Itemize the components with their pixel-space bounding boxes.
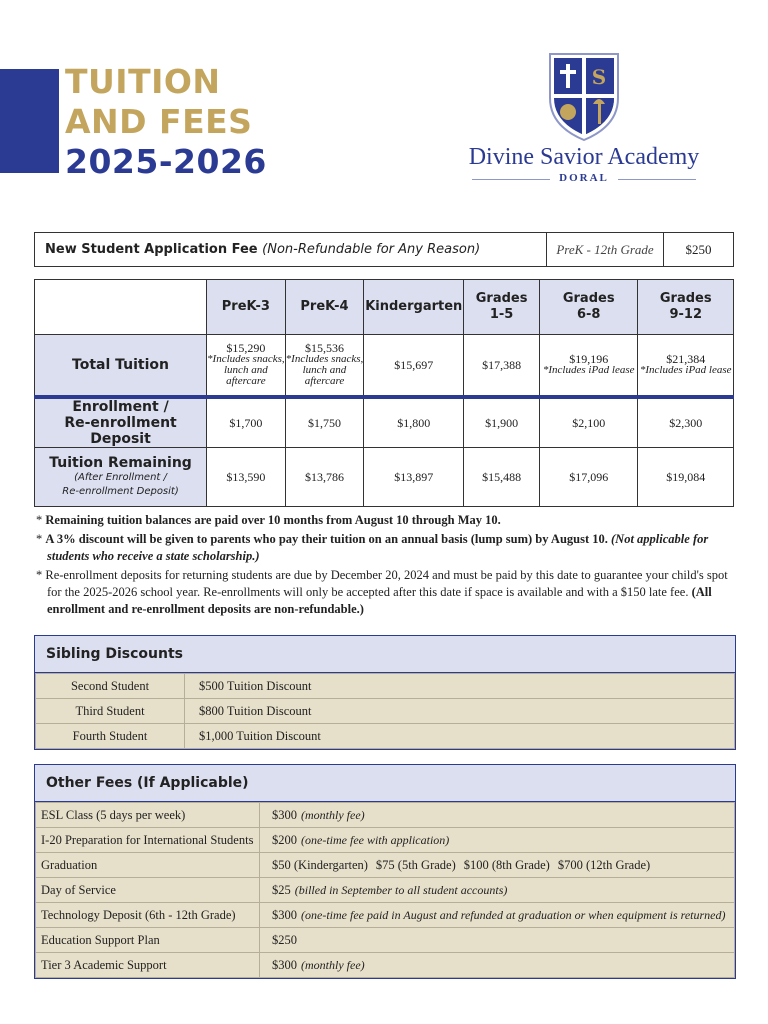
table-row <box>36 803 735 828</box>
divider-right <box>618 179 696 180</box>
tuition-cell: $21,384 *Includes iPad lease <box>638 335 734 397</box>
fee-value: $50 (Kindergarten) $75 (5th Grade) $100 (8th Grade) $700 (12th Grade) <box>260 853 735 878</box>
sibling-label: Fourth Student <box>36 724 185 749</box>
note-discount: * A 3% discount will be given to parents who pay their tuition on an annual basis (lump sum) by August 10. (Not applicable for students who receive a state scholarship.) <box>36 532 709 563</box>
remaining-cell: $19,084 <box>638 447 734 506</box>
col-prek3: PreK-3 <box>207 280 286 335</box>
table-row <box>36 903 735 928</box>
deposit-cell: $1,700 <box>207 397 286 448</box>
tuition-cell: $15,536 *Includes snacks, lunch and aftercare <box>285 335 364 397</box>
fee-label: I-20 Preparation for International Students <box>36 828 260 853</box>
sibling-value: $1,000 Tuition Discount <box>185 724 735 749</box>
title-line-1: TUITION <box>65 62 221 101</box>
svg-text:S: S <box>591 65 607 89</box>
tuition-cell: $19,196 *Includes iPad lease <box>539 335 637 397</box>
school-name: Divine Savior Academy <box>468 144 700 170</box>
fee-value: $300 (one-time fee paid in August and refunded at graduation or when equipment is returned) <box>260 903 735 928</box>
total-tuition-row <box>35 335 734 397</box>
remaining-cell: $15,488 <box>464 447 540 506</box>
sibling-discounts-panel <box>34 635 736 750</box>
fee-label: Education Support Plan <box>36 928 260 953</box>
school-crest-icon <box>546 52 622 142</box>
table-row <box>36 853 735 878</box>
remaining-label: Tuition Remaining (After Enrollment / Re-enrollment Deposit) <box>35 447 207 506</box>
tuition-table <box>34 279 734 507</box>
sibling-label: Second Student <box>36 674 185 699</box>
deposit-row <box>35 397 734 448</box>
fee-value: $300 (monthly fee) <box>260 953 735 978</box>
sibling-discounts-title: Sibling Discounts <box>35 636 735 673</box>
other-fees-panel <box>34 764 736 979</box>
title-line-2: AND FEES <box>65 102 253 141</box>
other-fees-table <box>35 802 735 978</box>
application-fee-table <box>34 232 734 267</box>
remaining-cell: $13,897 <box>364 447 464 506</box>
remaining-cell: $13,786 <box>285 447 364 506</box>
title-year: 2025-2026 <box>65 142 267 181</box>
school-location: DORAL <box>559 172 609 184</box>
sibling-discounts-table <box>35 673 735 749</box>
col-prek4: PreK-4 <box>285 280 364 335</box>
table-row <box>36 878 735 903</box>
col-grades-6-8: Grades 6-8 <box>539 280 637 335</box>
other-fees-title: Other Fees (If Applicable) <box>35 765 735 802</box>
table-row <box>36 699 735 724</box>
remaining-cell: $17,096 <box>539 447 637 506</box>
fee-value: $300 (monthly fee) <box>260 803 735 828</box>
tuition-cell: $15,697 <box>364 335 464 397</box>
table-row <box>36 828 735 853</box>
deposit-cell: $2,100 <box>539 397 637 448</box>
application-fee-amount: $250 <box>664 233 734 267</box>
fee-label: Technology Deposit (6th - 12th Grade) <box>36 903 260 928</box>
tuition-cell: $15,290 *Includes snacks, lunch and aftercare <box>207 335 286 397</box>
footnotes <box>36 512 740 620</box>
sibling-value: $800 Tuition Discount <box>185 699 735 724</box>
fee-value: $25 (billed in September to all student accounts) <box>260 878 735 903</box>
note-payment-schedule: * Remaining tuition balances are paid over 10 months from August 10 through May 10. <box>36 513 501 527</box>
accent-bar <box>0 69 59 173</box>
tuition-cell: $17,388 <box>464 335 540 397</box>
remaining-row <box>35 447 734 506</box>
table-row <box>36 724 735 749</box>
fee-value: $250 <box>260 928 735 953</box>
table-row <box>36 674 735 699</box>
remaining-cell: $13,590 <box>207 447 286 506</box>
deposit-cell: $1,800 <box>364 397 464 448</box>
table-row <box>36 928 735 953</box>
deposit-label: Enrollment / Re-enrollment Deposit <box>35 397 207 448</box>
deposit-cell: $1,900 <box>464 397 540 448</box>
application-fee-grades: PreK - 12th Grade <box>547 233 664 267</box>
note-reenrollment: * Re-enrollment deposits for returning students are due by December 20, 2024 and must be paid by this date to guarantee your child's spot for the 2025-2026 school year. Re-enrollments will only be accepted after this date if space is available and with a $150 late fee. (All enrollment and re-enrollment deposits are non-refundable.) <box>36 568 728 616</box>
application-fee-row <box>35 233 734 267</box>
total-tuition-label: Total Tuition <box>35 335 207 397</box>
deposit-cell: $2,300 <box>638 397 734 448</box>
header-corner <box>35 280 207 335</box>
fee-label: Tier 3 Academic Support <box>36 953 260 978</box>
table-row <box>36 953 735 978</box>
fee-label: Day of Service <box>36 878 260 903</box>
fee-label: Graduation <box>36 853 260 878</box>
tuition-header-row <box>35 280 734 335</box>
deposit-cell: $1,750 <box>285 397 364 448</box>
application-fee-label: New Student Application Fee (Non-Refundable for Any Reason) <box>35 233 547 267</box>
fee-label: ESL Class (5 days per week) <box>36 803 260 828</box>
fee-value: $200 (one-time fee with application) <box>260 828 735 853</box>
col-grades-9-12: Grades 9-12 <box>638 280 734 335</box>
col-grades-1-5: Grades 1-5 <box>464 280 540 335</box>
sibling-label: Third Student <box>36 699 185 724</box>
school-logo <box>466 52 702 192</box>
page-title <box>65 62 267 182</box>
sibling-value: $500 Tuition Discount <box>185 674 735 699</box>
col-kindergarten: Kindergarten <box>364 280 464 335</box>
